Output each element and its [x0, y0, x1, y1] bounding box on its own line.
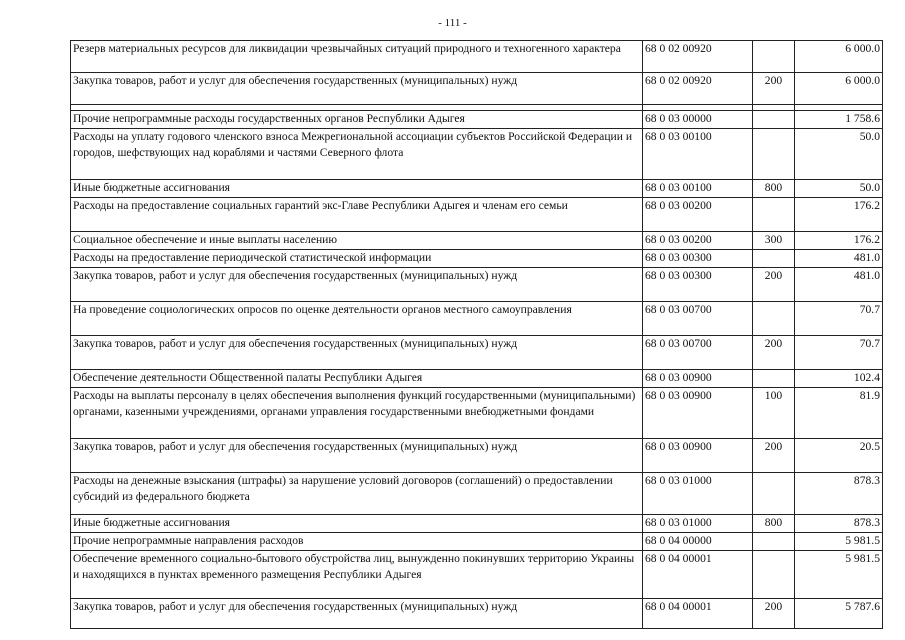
- table-row: [71, 551, 883, 599]
- table-row: [71, 111, 883, 129]
- row-name-cell: Расходы на уплату годового членского взноса Межрегиональной ассоциации субъектов Российской Федерации и городов, шефствующих над кораблями и частями Северного флота: [71, 129, 643, 180]
- table-row: [71, 302, 883, 336]
- row-code-cell: 68 0 03 00700: [643, 302, 753, 336]
- table-row: [71, 41, 883, 73]
- row-amount-cell: 70.7: [795, 336, 883, 370]
- row-code-cell: 68 0 03 00900: [643, 439, 753, 473]
- row-name-cell: На проведение социологических опросов по оценке деятельности органов местного самоуправления: [71, 302, 643, 336]
- row-amount-cell: 176.2: [795, 198, 883, 232]
- row-name-cell: Социальное обеспечение и иные выплаты населению: [71, 232, 643, 250]
- row-name-cell: Расходы на предоставление социальных гарантий экс-Главе Республики Адыгея и членам его семьи: [71, 198, 643, 232]
- row-code-cell: 68 0 03 01000: [643, 515, 753, 533]
- row-name-cell: Закупка товаров, работ и услуг для обеспечения государственных (муниципальных) нужд: [71, 439, 643, 473]
- row-code-cell: 68 0 04 00001: [643, 599, 753, 629]
- row-type-cell: 200: [753, 599, 795, 629]
- row-type-cell: 200: [753, 268, 795, 302]
- row-name-cell: Расходы на предоставление периодической статистической информации: [71, 250, 643, 268]
- row-type-cell: [753, 302, 795, 336]
- table-row: [71, 473, 883, 515]
- row-amount-cell: 878.3: [795, 515, 883, 533]
- page-number: - 111 -: [438, 17, 467, 29]
- row-name-cell: Прочие непрограммные направления расходов: [71, 533, 643, 551]
- table-row: [71, 232, 883, 250]
- row-amount-cell: 81.9: [795, 388, 883, 439]
- row-name-cell: Обеспечение временного социально-бытового обустройства лиц, вынужденно покинувших территорию Украины и находящихся в пунктах временного размещения Республики Адыгея: [71, 551, 643, 599]
- row-type-cell: [753, 198, 795, 232]
- row-amount-cell: 1 758.6: [795, 111, 883, 129]
- row-type-cell: [753, 370, 795, 388]
- budget-table: [70, 40, 883, 629]
- row-type-cell: [753, 533, 795, 551]
- row-name-cell: Расходы на выплаты персоналу в целях обеспечения выполнения функций государственными (муниципальными) органами, казенными учреждениями, органами управления государственными внебюджетными фондами: [71, 388, 643, 439]
- row-amount-cell: 50.0: [795, 180, 883, 198]
- table-row: [71, 533, 883, 551]
- row-code-cell: 68 0 03 00200: [643, 232, 753, 250]
- table-row: [71, 370, 883, 388]
- row-type-cell: 200: [753, 439, 795, 473]
- row-type-cell: 800: [753, 180, 795, 198]
- table-row: [71, 515, 883, 533]
- row-type-cell: [753, 41, 795, 73]
- row-code-cell: 68 0 03 00300: [643, 250, 753, 268]
- row-code-cell: 68 0 03 00100: [643, 129, 753, 180]
- row-amount-cell: 6 000.0: [795, 73, 883, 105]
- row-amount-cell: 6 000.0: [795, 41, 883, 73]
- row-amount-cell: 50.0: [795, 129, 883, 180]
- row-type-cell: 800: [753, 515, 795, 533]
- row-code-cell: 68 0 03 00700: [643, 336, 753, 370]
- row-amount-cell: 5 981.5: [795, 551, 883, 599]
- row-name-cell: Закупка товаров, работ и услуг для обеспечения государственных (муниципальных) нужд: [71, 73, 643, 105]
- row-code-cell: 68 0 03 00300: [643, 268, 753, 302]
- row-code-cell: 68 0 03 00100: [643, 180, 753, 198]
- row-type-cell: 200: [753, 73, 795, 105]
- row-amount-cell: 5 787.6: [795, 599, 883, 629]
- row-amount-cell: 176.2: [795, 232, 883, 250]
- table-row: [71, 198, 883, 232]
- row-code-cell: 68 0 03 00000: [643, 111, 753, 129]
- row-amount-cell: 20.5: [795, 439, 883, 473]
- row-amount-cell: 5 981.5: [795, 533, 883, 551]
- row-amount-cell: 481.0: [795, 250, 883, 268]
- row-code-cell: 68 0 02 00920: [643, 41, 753, 73]
- row-type-cell: [753, 129, 795, 180]
- row-code-cell: 68 0 03 01000: [643, 473, 753, 515]
- table-row: [71, 73, 883, 105]
- table-row: [71, 388, 883, 439]
- row-type-cell: 300: [753, 232, 795, 250]
- table-row: [71, 336, 883, 370]
- row-code-cell: 68 0 03 00200: [643, 198, 753, 232]
- row-code-cell: 68 0 03 00900: [643, 388, 753, 439]
- table-row: [71, 180, 883, 198]
- row-name-cell: Иные бюджетные ассигнования: [71, 180, 643, 198]
- row-amount-cell: 70.7: [795, 302, 883, 336]
- row-type-cell: [753, 551, 795, 599]
- row-type-cell: [753, 250, 795, 268]
- row-name-cell: Резерв материальных ресурсов для ликвидации чрезвычайных ситуаций природного и техногенного характера: [71, 41, 643, 73]
- row-name-cell: Иные бюджетные ассигнования: [71, 515, 643, 533]
- row-type-cell: 100: [753, 388, 795, 439]
- budget-table-body: [71, 41, 883, 629]
- table-row: [71, 439, 883, 473]
- row-name-cell: Закупка товаров, работ и услуг для обеспечения государственных (муниципальных) нужд: [71, 336, 643, 370]
- table-row: [71, 250, 883, 268]
- row-type-cell: 200: [753, 336, 795, 370]
- table-row: [71, 268, 883, 302]
- row-code-cell: 68 0 02 00920: [643, 73, 753, 105]
- row-code-cell: 68 0 03 00900: [643, 370, 753, 388]
- row-name-cell: Закупка товаров, работ и услуг для обеспечения государственных (муниципальных) нужд: [71, 268, 643, 302]
- row-type-cell: [753, 111, 795, 129]
- row-name-cell: Обеспечение деятельности Общественной палаты Республики Адыгея: [71, 370, 643, 388]
- row-code-cell: 68 0 04 00001: [643, 551, 753, 599]
- row-name-cell: Прочие непрограммные расходы государственных органов Республики Адыгея: [71, 111, 643, 129]
- row-amount-cell: 878.3: [795, 473, 883, 515]
- table-row: [71, 129, 883, 180]
- table-row: [71, 599, 883, 629]
- row-amount-cell: 481.0: [795, 268, 883, 302]
- row-type-cell: [753, 473, 795, 515]
- row-name-cell: Закупка товаров, работ и услуг для обеспечения государственных (муниципальных) нужд: [71, 599, 643, 629]
- row-name-cell: Расходы на денежные взыскания (штрафы) за нарушение условий договоров (соглашений) о предоставлении субсидий из федерального бюджета: [71, 473, 643, 515]
- row-code-cell: 68 0 04 00000: [643, 533, 753, 551]
- row-amount-cell: 102.4: [795, 370, 883, 388]
